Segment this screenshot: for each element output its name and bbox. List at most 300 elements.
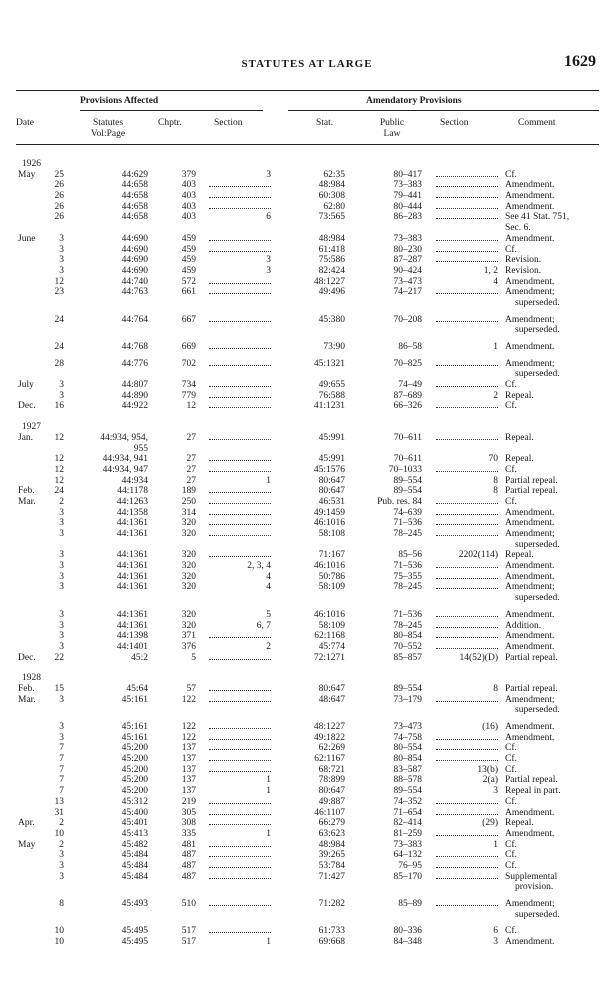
chapter-cell: 669 <box>181 342 196 352</box>
chapter-cell: 335 <box>181 828 196 839</box>
leader-dots <box>209 202 271 209</box>
date-day-cell: 24 <box>54 314 64 325</box>
leader-dots <box>209 743 271 750</box>
table-row <box>0 926 614 937</box>
comment-cell: Repeal. <box>505 818 534 829</box>
public-law-cell: 85–857 <box>393 652 422 663</box>
public-law-cell: 83–587 <box>393 764 422 775</box>
leader-dots <box>209 765 271 772</box>
chapter-cell: 219 <box>181 796 196 807</box>
amendatory-section-cell <box>428 642 498 653</box>
chapter-cell: 189 <box>181 486 196 497</box>
statutes-vol-page-cell: 45:484 <box>121 860 148 871</box>
leader-dots <box>436 899 498 906</box>
statutes-vol-page-cell: 44:690 <box>121 233 148 244</box>
stat-cell: 78:899 <box>318 775 345 786</box>
statutes-vol-page-cell: 44:1361 <box>116 620 148 631</box>
amendatory-section-cell: 1 <box>493 839 498 850</box>
amendatory-section-cell <box>428 380 498 391</box>
section-cell: 1 <box>266 775 271 786</box>
comment-cell: Repeal. <box>505 390 534 401</box>
comment-cell: Cf. <box>505 850 517 861</box>
comment-cell: Cf. <box>505 464 517 475</box>
comment-cell: Revision. <box>505 255 542 266</box>
amendatory-section-cell <box>428 808 498 819</box>
leader-dots <box>436 202 498 209</box>
public-law-cell: 89–554 <box>393 786 422 797</box>
public-law-cell: 85–89 <box>398 899 422 909</box>
date-day-cell: 2 <box>59 496 64 507</box>
amendatory-section-cell <box>428 518 498 529</box>
table-row <box>0 170 614 181</box>
section-cell <box>204 245 271 256</box>
comment-cell: Cf. <box>505 796 517 807</box>
stat-cell: 62:80 <box>323 201 345 212</box>
public-law-cell: 70–611 <box>393 432 422 443</box>
date-day-cell: 24 <box>54 342 64 352</box>
comment-cell: Amendment; <box>505 582 555 593</box>
table-row <box>0 202 614 213</box>
comment-cell: Repeal. <box>505 432 534 443</box>
leader-dots <box>209 191 271 198</box>
stat-cell: 41:1231 <box>313 401 345 412</box>
statutes-vol-page-cell: 44:1358 <box>116 507 148 518</box>
comment-cell: Amendment. <box>505 641 555 652</box>
public-law-cell: 88–578 <box>393 775 422 786</box>
leader-dots <box>436 401 498 408</box>
affected-rule <box>80 110 263 111</box>
amendatory-section-cell: 70 <box>488 454 498 465</box>
chapter-cell: 459 <box>181 265 196 276</box>
statutes-vol-page-cell: 44:658 <box>121 180 148 191</box>
comment-cell: Amendment. <box>505 561 555 572</box>
stat-cell: 63:623 <box>318 828 345 839</box>
amendatory-section-cell <box>428 582 498 593</box>
public-law-cell: 80–336 <box>393 926 422 937</box>
comment-cell: Cf. <box>505 496 517 507</box>
leader-dots <box>209 861 271 868</box>
comment-cell: Amendment. <box>505 722 555 732</box>
leader-dots <box>209 342 271 349</box>
table-row <box>0 797 614 808</box>
stat-cell: 50:786 <box>318 571 345 582</box>
public-law-cell: 70–1033 <box>388 464 422 475</box>
chapter-cell: 314 <box>181 507 196 518</box>
date-day-cell: 22 <box>54 652 64 663</box>
statutes-vol-page-cell: 45:495 <box>121 937 148 948</box>
date-day-cell: 3 <box>59 561 64 572</box>
public-law-cell: 71–536 <box>393 518 422 529</box>
chapter-cell: 320 <box>181 609 196 620</box>
section-cell <box>204 684 271 695</box>
section-cell <box>204 631 271 642</box>
section-cell <box>204 550 271 561</box>
leader-dots <box>436 610 498 617</box>
chapter-cell: 320 <box>181 529 196 539</box>
date-day-cell: 3 <box>59 620 64 631</box>
public-law-cell: 73–473 <box>393 276 422 287</box>
leader-dots <box>209 518 271 525</box>
statutes-vol-page-cell: 45:200 <box>121 786 148 797</box>
public-law-cell: 74–639 <box>393 507 422 518</box>
stat-cell: 45:1576 <box>313 464 345 475</box>
chapter-cell: 27 <box>186 454 196 465</box>
amendatory-section-cell <box>428 287 498 298</box>
statutes-vol-page-cell: 44:690 <box>121 244 148 255</box>
stat-cell: 69:668 <box>318 937 345 948</box>
leader-dots <box>436 529 498 536</box>
comment-cell: Amendment. <box>505 732 555 743</box>
table-row <box>0 872 614 883</box>
table-row <box>0 518 614 529</box>
section-cell <box>204 277 271 288</box>
leader-dots <box>436 180 498 187</box>
table-body <box>0 153 614 948</box>
stat-cell: 46:531 <box>318 496 345 507</box>
chapter-cell: 320 <box>181 561 196 572</box>
public-law-cell: 80–444 <box>393 201 422 212</box>
public-law-cell: 82–414 <box>393 818 422 829</box>
leader-dots <box>436 572 498 579</box>
table-row <box>0 255 614 266</box>
chapter-cell: 320 <box>181 571 196 582</box>
date-day-cell: 10 <box>54 828 64 839</box>
section-cell <box>204 508 271 519</box>
public-law-cell: 89–554 <box>393 683 422 694</box>
table-row <box>0 818 614 829</box>
amendatory-section-cell <box>428 695 498 706</box>
amendatory-section-cell: 8 <box>493 683 498 694</box>
comment-cell: Repeal. <box>505 454 534 465</box>
table-row <box>0 561 614 572</box>
statutes-vol-page-cell: 45:401 <box>121 818 148 829</box>
statutes-vol-page-cell: 45:413 <box>121 828 148 839</box>
public-law-cell: 73–473 <box>393 722 422 732</box>
stat-cell: 80:647 <box>318 475 345 486</box>
public-law-cell: 71–654 <box>393 807 422 818</box>
chapter-cell: 459 <box>181 244 196 255</box>
leader-dots <box>209 653 271 660</box>
public-law-cell: 80–854 <box>393 754 422 765</box>
comment-cell: superseded. <box>515 539 560 550</box>
leader-dots <box>436 234 498 241</box>
col-comment: Comment <box>518 118 556 128</box>
statutes-vol-page-cell: 45:200 <box>121 754 148 765</box>
statutes-vol-page-cell: 45:2 <box>131 652 148 663</box>
stat-cell: 62:1168 <box>314 631 345 642</box>
table-row <box>0 631 614 642</box>
chapter-cell: 320 <box>181 518 196 529</box>
comment-cell: Supplemental <box>505 871 558 882</box>
chapter-cell: 122 <box>181 694 196 705</box>
section-cell: 3 <box>266 265 271 276</box>
statutes-vol-page-cell: 44:740 <box>121 276 148 287</box>
date-day-cell: 12 <box>54 432 64 443</box>
statutes-vol-page-cell: 44:1361 <box>116 571 148 582</box>
chapter-cell: 487 <box>181 871 196 882</box>
section-cell <box>204 518 271 529</box>
stat-cell: 71:427 <box>318 871 345 882</box>
amendatory-section-cell: 8 <box>493 486 498 497</box>
stat-cell: 82:424 <box>318 265 345 276</box>
public-law-cell: 80–230 <box>393 244 422 255</box>
leader-dots <box>436 497 498 504</box>
comment-cell: superseded. <box>515 909 560 920</box>
table-row <box>0 287 614 298</box>
chapter-cell: 137 <box>181 786 196 797</box>
comment-cell: Partial repeal. <box>505 652 558 663</box>
leader-dots <box>436 808 498 815</box>
statutes-vol-page-cell: 45:400 <box>121 807 148 818</box>
amendatory-provisions-heading: Amendatory Provisions <box>366 96 462 106</box>
comment-cell: Cf. <box>505 169 517 180</box>
section-cell <box>204 180 271 191</box>
comment-cell: Partial repeal. <box>505 775 558 786</box>
table-row <box>0 277 614 288</box>
amendatory-section-cell: 3 <box>493 937 498 948</box>
leader-dots <box>436 170 498 177</box>
stat-cell: 48:1227 <box>313 276 345 287</box>
amendatory-section-cell <box>428 797 498 808</box>
public-law-cell: 80–554 <box>393 743 422 754</box>
section-cell <box>204 287 271 298</box>
table-row <box>0 476 614 487</box>
table-row <box>0 191 614 202</box>
chapter-cell: 702 <box>181 358 196 369</box>
comment-cell: Partial repeal. <box>505 475 558 486</box>
leader-dots <box>209 899 271 906</box>
table-row <box>0 454 614 465</box>
date-day-cell: 3 <box>59 871 64 882</box>
section-cell: 3 <box>266 255 271 266</box>
col-section: Section <box>214 118 243 128</box>
stat-cell: 46:1107 <box>314 807 345 818</box>
leader-dots <box>209 695 271 702</box>
statutes-vol-page-cell: 45:312 <box>121 796 148 807</box>
statutes-vol-page-cell: 44:1398 <box>116 631 148 642</box>
chapter-cell: 12 <box>186 401 196 412</box>
comment-cell: provision. <box>515 882 554 893</box>
table-row <box>0 722 614 733</box>
date-day-cell: 10 <box>54 937 64 948</box>
amendatory-section-cell: 8 <box>493 475 498 486</box>
section-cell <box>204 808 271 819</box>
table-row <box>0 582 614 593</box>
statutes-vol-page-cell: 45:495 <box>121 926 148 937</box>
section-cell <box>204 850 271 861</box>
comment-cell: Amendment. <box>505 180 555 191</box>
chapter-cell: 27 <box>186 475 196 486</box>
stat-cell: 62:269 <box>318 743 345 754</box>
comment-cell: Amendment. <box>505 201 555 212</box>
date-day-cell: 3 <box>59 233 64 244</box>
section-cell: 6, 7 <box>256 620 271 631</box>
leader-dots <box>209 926 271 933</box>
date-day-cell: 15 <box>54 683 64 694</box>
amendatory-section-cell: 4 <box>493 276 498 287</box>
amendatory-section-cell: (29) <box>482 818 498 829</box>
section-cell <box>204 529 271 540</box>
year-heading <box>0 422 614 433</box>
stat-cell: 49:1822 <box>313 732 345 743</box>
leader-dots <box>209 359 271 366</box>
date-day-cell: 3 <box>59 529 64 539</box>
date-day-cell: 10 <box>54 926 64 937</box>
comment-cell: Partial repeal. <box>505 683 558 694</box>
running-title: STATUTES AT LARGE <box>241 58 373 70</box>
amendatory-rule <box>288 110 599 111</box>
date-month-cell: Jan. <box>18 432 34 443</box>
amendatory-section-cell <box>428 850 498 861</box>
date-day-cell: 3 <box>59 244 64 255</box>
section-cell <box>204 653 271 664</box>
col-statutes <box>78 118 138 140</box>
amendatory-section-cell: 3 <box>493 786 498 797</box>
header-bottom-rule <box>16 144 599 145</box>
comment-cell: Amendment. <box>505 631 555 642</box>
table-row <box>0 775 614 786</box>
comment-cell: Addition. <box>505 620 542 631</box>
comment-cell: Amendment; <box>505 314 555 325</box>
statutes-vol-page-cell: 44:763 <box>121 287 148 298</box>
section-cell: 4 <box>266 571 271 582</box>
leader-dots <box>209 808 271 815</box>
statutes-vol-page-cell: 45:200 <box>121 764 148 775</box>
statutes-vol-page-cell: 45:482 <box>121 839 148 850</box>
table-row-continuation <box>0 882 614 893</box>
section-cell <box>204 359 271 370</box>
leader-dots <box>436 861 498 868</box>
date-day-cell: 12 <box>54 475 64 486</box>
table-row <box>0 401 614 412</box>
amendatory-section-cell: 1, 2 <box>483 265 498 276</box>
table-row <box>0 610 614 621</box>
chapter-cell: 137 <box>181 775 196 786</box>
table-row <box>0 765 614 776</box>
date-day-cell: 12 <box>54 464 64 475</box>
section-cell <box>204 695 271 706</box>
date-month-cell: Dec. <box>18 652 36 663</box>
comment-cell: superseded. <box>515 705 560 716</box>
statutes-vol-page-cell: 44:934, 954, <box>100 432 148 443</box>
stat-cell: 80:647 <box>318 786 345 797</box>
stat-cell: 46:1016 <box>313 561 345 572</box>
public-law-cell: 85–170 <box>393 871 422 882</box>
leader-dots <box>436 518 498 525</box>
table-row-continuation <box>0 298 614 309</box>
public-law-cell: 73–383 <box>393 180 422 191</box>
table-row <box>0 829 614 840</box>
stat-cell: 62:35 <box>323 169 345 180</box>
amendatory-section-cell <box>428 191 498 202</box>
section-cell <box>204 733 271 744</box>
table-row <box>0 743 614 754</box>
amendatory-section-cell <box>428 508 498 519</box>
table-row <box>0 486 614 497</box>
amendatory-section-cell <box>428 561 498 572</box>
leader-dots <box>209 631 271 638</box>
date-day-cell: 16 <box>54 401 64 412</box>
comment-cell: Cf. <box>505 926 517 937</box>
public-law-cell: 80–417 <box>393 169 422 180</box>
statutes-vol-page-cell: 44:658 <box>121 212 148 223</box>
leader-dots <box>436 465 498 472</box>
leader-dots <box>209 733 271 740</box>
public-law-cell: 78–245 <box>393 529 422 539</box>
date-day-cell: 23 <box>54 287 64 298</box>
statutes-vol-page-cell: 955 <box>133 443 148 454</box>
table-row <box>0 786 614 797</box>
comment-cell: Amendment. <box>505 609 555 620</box>
public-law-cell: 70–208 <box>393 314 422 325</box>
comment-cell: Amendment. <box>505 518 555 529</box>
date-day-cell: 3 <box>59 265 64 276</box>
table-row-continuation <box>0 705 614 716</box>
comment-cell: Amendment. <box>505 507 555 518</box>
comment-cell: Amendment. <box>505 342 555 352</box>
date-day-cell: 3 <box>59 550 64 561</box>
page-number: 1629 <box>564 53 596 70</box>
chapter-cell: 57 <box>186 683 196 694</box>
amendatory-section-cell <box>428 631 498 642</box>
date-day-cell: 7 <box>59 743 64 754</box>
table-row-continuation <box>0 223 614 234</box>
table-row <box>0 180 614 191</box>
stat-cell: 45:774 <box>318 641 345 652</box>
section-cell <box>204 342 271 353</box>
statutes-vol-page-cell: 44:934 <box>121 475 148 486</box>
table-row <box>0 212 614 223</box>
statutes-vol-page-cell: 44:658 <box>121 201 148 212</box>
date-day-cell: 3 <box>59 390 64 401</box>
date-day-cell: 3 <box>59 255 64 266</box>
section-cell <box>204 743 271 754</box>
public-law-cell: 86–283 <box>393 212 422 223</box>
chapter-cell: 459 <box>181 233 196 244</box>
table-row-continuation <box>0 325 614 336</box>
leader-dots <box>436 829 498 836</box>
public-law-cell: 86–58 <box>398 342 422 352</box>
date-day-cell: 7 <box>59 786 64 797</box>
amendatory-section-cell: (16) <box>482 722 498 732</box>
stat-cell: 73:565 <box>318 212 345 223</box>
date-day-cell: 2 <box>59 818 64 829</box>
table-row <box>0 342 614 353</box>
amendatory-section-cell <box>428 202 498 213</box>
leader-dots <box>209 277 271 284</box>
stat-cell: 72:1271 <box>313 652 345 663</box>
table-row <box>0 733 614 744</box>
table-row <box>0 380 614 391</box>
date-day-cell: 3 <box>59 609 64 620</box>
table-row <box>0 245 614 256</box>
date-day-cell: 25 <box>54 169 64 180</box>
section-cell <box>204 861 271 872</box>
stat-cell: 76:588 <box>318 390 345 401</box>
date-month-cell: June <box>18 233 36 244</box>
section-cell: 1 <box>266 475 271 486</box>
date-day-cell: 26 <box>54 212 64 223</box>
stat-cell: 49:655 <box>318 380 345 391</box>
chapter-cell: 734 <box>181 380 196 391</box>
table-row <box>0 529 614 540</box>
stat-cell: 45:991 <box>318 432 345 443</box>
public-law-cell: 76–95 <box>398 860 422 871</box>
table-row <box>0 937 614 948</box>
statutes-vol-page-cell: 45:484 <box>121 871 148 882</box>
date-month-cell: Dec. <box>18 401 36 412</box>
table-row <box>0 572 614 583</box>
